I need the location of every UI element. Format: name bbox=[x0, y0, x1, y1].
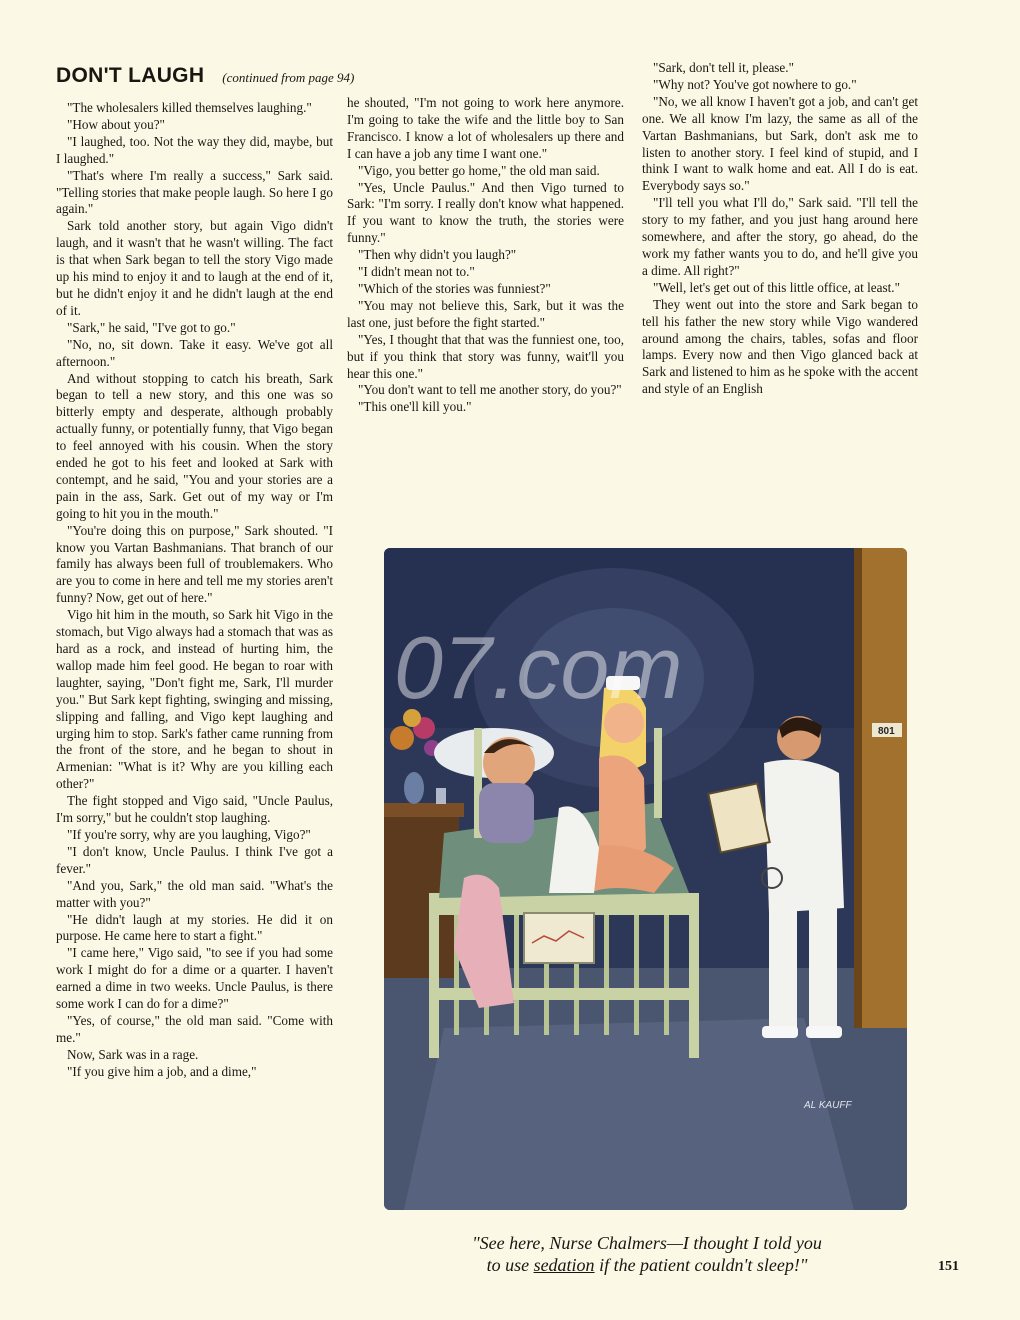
watermark: 07.com bbox=[394, 618, 683, 717]
paragraph: "Why not? You've got nowhere to go." bbox=[653, 76, 857, 92]
paragraph: "If you're sorry, why are you laughing, Vigo?" bbox=[67, 826, 311, 842]
article-header bbox=[56, 64, 354, 88]
caption-line-2-start: to use bbox=[486, 1255, 534, 1275]
artist-signature: AL KAUFF bbox=[804, 1100, 852, 1111]
paragraph: "How about you?" bbox=[67, 116, 165, 132]
hospital-scene-drawing bbox=[384, 548, 907, 1210]
paragraph: And without stopping to catch his breath, Sark began to tell a new story, and this one was so bitterly empty and desperate, although probably actually funny, or potentially funny, that Vigo began to feel annoyed with his cousin. When the story ended he got to his feet and looked at Sark with contempt, and he said, "You and your stories are a pain in the ass, Sark. Get out of my way or I'm going to hit you in the mouth." bbox=[56, 370, 333, 521]
paragraph: They went out into the store and Sark began to tell his father the new story while Vigo wandered around among the chairs, tables, sofas and floor lamps. Every now and then Vigo glanced back at Sark and listened to him as he spoke with the accent and style of an English bbox=[642, 296, 918, 397]
paragraph: "You're doing this on purpose," Sark shouted. "I know you Vartan Bashmanians. That branch of our family has always been full of troublemakers. Who are you to come in here and tell me my stories aren't funny? Now, get out of here." bbox=[56, 522, 333, 606]
paragraph: "You don't want to tell me another story, do you?" bbox=[358, 382, 622, 398]
article-title: DON'T LAUGH bbox=[56, 64, 205, 87]
paragraph: "That's where I'm really a success," Sark said. "Telling stories that make people laugh. So here I go again." bbox=[56, 167, 333, 217]
paragraph: "You may not believe this, Sark, but it was the last one, just before the fight started." bbox=[347, 297, 624, 330]
paragraph: "He didn't laugh at my stories. He did it on purpose. He came here to start a fight." bbox=[56, 911, 333, 944]
caption-line-2-end: if the patient couldn't sleep!" bbox=[594, 1255, 808, 1275]
text-column-2 bbox=[347, 95, 624, 416]
paragraph: "Yes, Uncle Paulus." And then Vigo turned to Sark: "I'm sorry. I really don't know what happened. If you want to know the truth, the stories were funny." bbox=[347, 179, 624, 246]
paragraph: "Well, let's get out of this little office, at least." bbox=[653, 279, 900, 295]
paragraph: "The wholesalers killed themselves laughing." bbox=[67, 100, 312, 115]
cartoon-caption bbox=[392, 1232, 902, 1276]
paragraph: "Vigo, you better go home," the old man said. bbox=[358, 162, 600, 178]
paragraph: "I don't know, Uncle Paulus. I think I've got a fever." bbox=[56, 843, 333, 876]
text-column-1 bbox=[56, 100, 333, 1081]
paragraph: "Yes, I thought that that was the funniest one, too, but if you think that story was funny, wait'll you hear this one." bbox=[347, 331, 624, 381]
paragraph: Sark told another story, but again Vigo didn't laugh, and it wasn't that he wasn't willing. The fact is that when Sark began to tell the story Vigo made up his mind to enjoy it and to laugh at the end of it, but he didn't enjoy it and he didn't laugh at the end of it. bbox=[56, 218, 333, 318]
caption-underlined-word: sedation bbox=[533, 1255, 595, 1275]
text-column-3 bbox=[642, 60, 918, 398]
paragraph: "Yes, of course," the old man said. "Come with me." bbox=[56, 1012, 333, 1045]
paragraph: "Sark, don't tell it, please." bbox=[653, 60, 794, 75]
paragraph: "This one'll kill you." bbox=[358, 399, 472, 415]
paragraph: "If you give him a job, and a dime," bbox=[67, 1063, 257, 1079]
paragraph: "I came here," Vigo said, "to see if you had some work I might do for a dime or a quarter. I haven't earned a dime in two weeks. Uncle Paulus, is there some work I can do for a dime?" bbox=[56, 945, 333, 1012]
paragraph: "I didn't mean not to." bbox=[358, 264, 475, 280]
page-number: 151 bbox=[938, 1259, 959, 1274]
paragraph: "No, no, sit down. Take it easy. We've got all afternoon." bbox=[56, 336, 333, 369]
paragraph: "I'll tell you what I'll do," Sark said. "I'll tell the story to my father, and you just hang around here somewhere, and after the story, go ahead, do the work my father wants you to do, and he'll give you a dime. All right?" bbox=[642, 195, 918, 278]
paragraph: The fight stopped and Vigo said, "Uncle Paulus, I'm sorry," but he couldn't stop laughing. bbox=[56, 793, 333, 826]
paragraph: "I laughed, too. Not the way they did, maybe, but I laughed." bbox=[56, 133, 333, 166]
continued-note: (continued from page 94) bbox=[222, 70, 355, 85]
room-number: 801 bbox=[878, 726, 895, 737]
cartoon-illustration bbox=[384, 548, 907, 1210]
paragraph: "Sark," he said, "I've got to go." bbox=[67, 319, 236, 335]
paragraph: he shouted, "I'm not going to work here anymore. I'm going to take the wife and the little boy to San Francisco. I know a lot of wholesalers up there and I can have a job any time I want one." bbox=[347, 95, 624, 161]
caption-line-1: "See here, Nurse Chalmers—I thought I told you bbox=[472, 1233, 822, 1253]
paragraph: "And you, Sark," the old man said. "What's the matter with you?" bbox=[56, 877, 333, 910]
paragraph: "Which of the stories was funniest?" bbox=[358, 280, 551, 296]
paragraph: Vigo hit him in the mouth, so Sark hit Vigo in the stomach, but Vigo always had a stomach that was as hard as a rock, and instead of hurting him, the wallop made him feel good. He began to roar with laughter, saying, "Don't fight me, Sark, I'll murder you." But Sark kept fighting, swinging and missing, slipping and falling, and Vigo kept laughing and urging him to stop. Sark's father came running from the front of the store, and he began to shout in Armenian: "What is it? Why are you killing each other?" bbox=[56, 607, 333, 792]
paragraph: "No, we all know I haven't got a job, and can't get one. We all know I'm lazy, the same as all of the Vartan Bashmanians, but Sark, don't ask me to listen to another story. I feel kind of stupid, and I think I want to walk home and eat. All I do is eat. Everybody says so." bbox=[642, 93, 918, 194]
caption-line-2 bbox=[392, 1254, 902, 1276]
paragraph: Now, Sark was in a rage. bbox=[67, 1046, 199, 1062]
paragraph: "Then why didn't you laugh?" bbox=[358, 247, 517, 263]
